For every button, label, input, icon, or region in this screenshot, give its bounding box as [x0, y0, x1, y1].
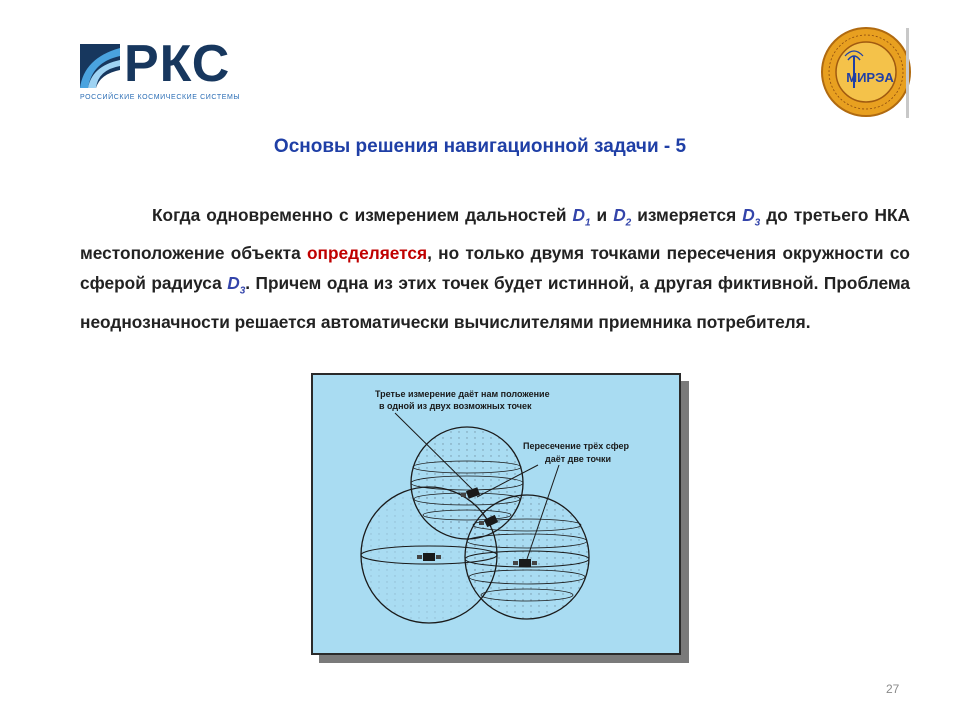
- seal-divider: [906, 28, 909, 118]
- paragraph-text-4: до третьего НКА местоположение объекта: [80, 205, 910, 264]
- rks-logo-subtitle: РОССИЙСКИЕ КОСМИЧЕСКИЕ СИСТЕМЫ: [80, 94, 241, 101]
- sphere-intersection-figure: [311, 373, 681, 655]
- var-d3-radius: $D_3$: [227, 273, 246, 297]
- rks-logo-word: РКС: [124, 35, 231, 93]
- slide-title: Основы решения навигационной задачи - 5: [273, 136, 687, 157]
- caption-top-1: Третье измерение даёт нам положение: [375, 389, 550, 399]
- rks-logo-mark-icon: [80, 44, 120, 88]
- var-d1: $D_1$: [572, 205, 591, 229]
- caption-right-1: Пересечение трёх сфер: [523, 441, 630, 451]
- rks-logo: [80, 35, 260, 104]
- var-d2: $D_2$: [613, 205, 632, 229]
- var-d3: $D_3$: [742, 205, 761, 229]
- sphere-right: [465, 495, 589, 619]
- figure-panel: [311, 373, 681, 655]
- paragraph-text-2: и: [590, 205, 614, 225]
- caption-right-2: даёт две точки: [545, 454, 612, 464]
- highlight-word: определяется: [306, 243, 428, 264]
- page-number: 27: [886, 682, 900, 696]
- paragraph-text-6: . Причем одна из этих точек будет истинной, а другая фиктивной. Проблема неоднозначности решается автоматически вычислителями приемника потребителя.: [80, 273, 911, 332]
- mirea-seal-label: МИРЭА: [846, 70, 894, 85]
- sphere-diagram: [313, 375, 679, 653]
- paragraph-text-3: измеряется: [631, 205, 743, 225]
- paragraph-text-1: Когда одновременно с измерением дальностей: [152, 205, 573, 225]
- body-paragraph: [80, 200, 910, 337]
- paragraph-text-5: , но только двумя точками пересечения окружности со сферой радиуса: [80, 243, 910, 294]
- mirea-seal-icon: [820, 26, 912, 118]
- caption-top-2: в одной из двух возможных точек: [379, 401, 532, 411]
